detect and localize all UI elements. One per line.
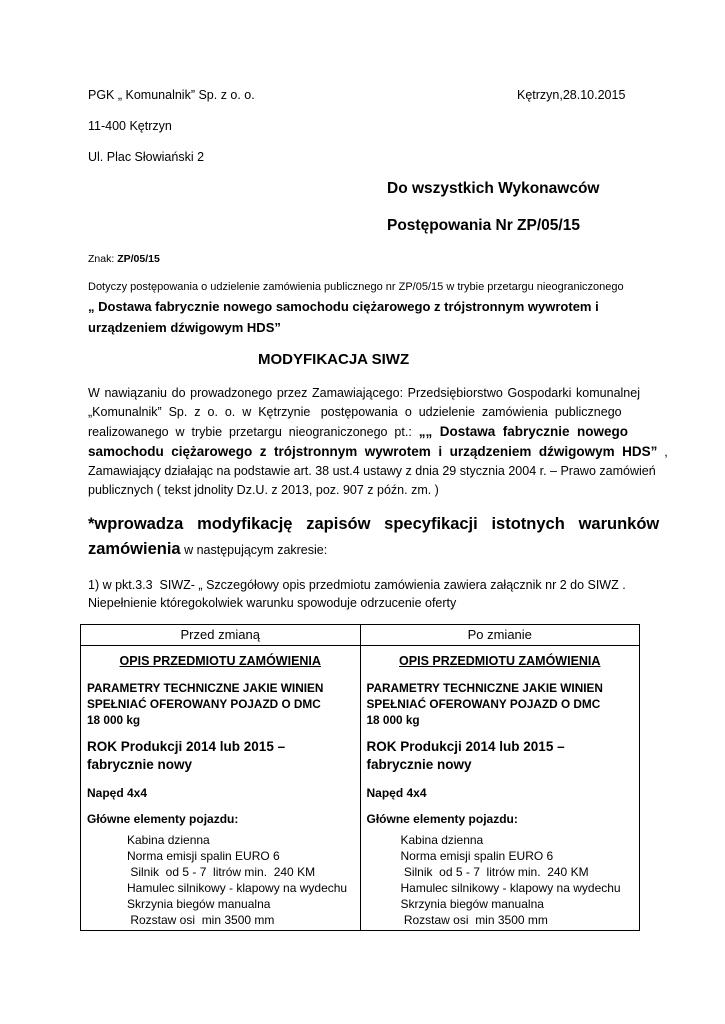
list-item: Skrzynia biegów manualna <box>127 897 271 911</box>
column-before <box>81 646 361 931</box>
glowne-before: Główne elementy pojazdu: <box>87 812 239 826</box>
body-line6: publicznych ( tekst jdnolity Dz.U. z 2013, poz. 907 z późn. zm. ) <box>88 483 439 497</box>
header-before: Przed zmianą <box>81 625 361 646</box>
param-after-line2: SPEŁNIAĆ OFEROWANY POJAZD O DMC <box>366 697 601 711</box>
column-after <box>360 646 640 931</box>
param-before <box>87 680 354 728</box>
naped-before: Napęd 4x4 <box>87 786 148 800</box>
list-item: Silnik od 5 - 7 litrów min. 240 KM <box>400 865 589 879</box>
list-item: Silnik od 5 - 7 litrów min. 240 KM <box>127 865 316 879</box>
list-item: Hamulec silnikowy - klapowy na wydechu <box>400 881 621 895</box>
opis-heading-before: OPIS PRZEDMIOTU ZAMÓWIENIA <box>119 654 321 668</box>
opis-heading-after: OPIS PRZEDMIOTU ZAMÓWIENIA <box>399 654 601 668</box>
point1-line1: 1) w pkt.3.3 SIWZ- „ Szczegółowy opis przedmiotu zamówienia zawiera załącznik nr 2 do SIWZ . <box>88 578 626 592</box>
list-item: Hamulec silnikowy - klapowy na wydechu <box>127 881 348 895</box>
body-line3a: realizowanego w trybie przetargu nieograniczonego pt.: <box>88 425 419 439</box>
list-item: Rozstaw osi min 3500 mm <box>127 913 275 927</box>
param-before-line3: 18 000 kg <box>87 713 141 727</box>
place-date: Kętrzyn,28.10.2015 <box>517 88 626 102</box>
street-address: Ul. Plac Słowiański 2 <box>88 150 205 164</box>
param-after-line1: PARAMETRY TECHNICZNE JAKIE WINIEN <box>366 681 603 695</box>
modification-line1: *wprowadza modyfikację zapisów specyfikacji istotnych warunków <box>88 515 660 533</box>
rok-after: ROK Produkcji 2014 lub 2015 – fabrycznie nowy <box>366 739 565 772</box>
glowne-after: Główne elementy pojazdu: <box>366 812 518 826</box>
addressee-line2: Postępowania Nr ZP/05/15 <box>387 217 580 234</box>
body-line4b: , <box>657 445 668 459</box>
header-after: Po zmianie <box>360 625 640 646</box>
elements-after <box>367 832 634 928</box>
body-line3b: „„ Dostawa fabrycznie nowego <box>418 424 629 439</box>
list-item: Norma emisji spalin EURO 6 <box>400 849 554 863</box>
elements-before <box>87 832 354 928</box>
modification-line2 <box>88 540 327 559</box>
table-header-row <box>81 625 640 646</box>
rok-before: ROK Produkcji 2014 lub 2015 – fabrycznie nowy <box>87 739 286 772</box>
modification-tail: w następującym zakresie: <box>180 543 328 557</box>
subject-intro: Dotyczy postępowania o udzielenie zamówienia publicznego nr ZP/05/15 w trybie przetargu nieograniczonego <box>88 281 624 293</box>
company-name: PGK „ Komunalnik” Sp. z o. o. <box>88 88 255 102</box>
reference <box>88 253 160 265</box>
param-after <box>367 680 634 728</box>
body-line2: „Komunalnik” Sp. z o. o. w Kętrzynie postępowania o udzielenie zamówienia publicznego <box>88 405 622 419</box>
table-content-row <box>81 646 640 931</box>
list-item: Norma emisji spalin EURO 6 <box>127 849 280 863</box>
naped-after: Napęd 4x4 <box>366 786 427 800</box>
list-item: Skrzynia biegów manualna <box>400 897 544 911</box>
body-line4 <box>88 442 668 462</box>
reference-value: ZP/05/15 <box>117 253 160 265</box>
addressee-line1: Do wszystkich Wykonawców <box>387 180 600 197</box>
param-before-line1: PARAMETRY TECHNICZNE JAKIE WINIEN <box>87 681 324 695</box>
list-item: Kabina dzienna <box>400 833 484 847</box>
body-line1: W nawiązaniu do prowadzonego przez Zamawiającego: Przedsiębiorstwo Gospodarki komunalnej <box>88 386 640 400</box>
body-paragraph <box>88 384 668 500</box>
reference-label: Znak: <box>88 253 118 265</box>
list-item: Rozstaw osi min 3500 mm <box>400 913 548 927</box>
document-heading: MODYFIKACJA SIWZ <box>258 351 410 368</box>
modification-word: zamówienia <box>88 540 181 558</box>
body-line3 <box>88 422 640 442</box>
param-before-line2: SPEŁNIAĆ OFEROWANY POJAZD O DMC <box>87 697 321 711</box>
subject-title-line1: „ Dostawa fabrycznie nowego samochodu ciężarowego z trójstronnym wywrotem i <box>88 299 599 314</box>
param-after-line3: 18 000 kg <box>366 713 420 727</box>
point1-line2: Niepełnienie któregokolwiek warunku spowoduje odrzucenie oferty <box>88 596 457 610</box>
comparison-table <box>80 624 640 931</box>
subject-title-line2: urządzeniem dźwigowym HDS” <box>88 320 281 335</box>
list-item: Kabina dzienna <box>127 833 210 847</box>
body-line5: Zamawiający działając na podstawie art. 38 ust.4 ustawy z dnia 29 stycznia 2004 r. – Prawo zamówień <box>88 464 656 478</box>
postal-city: 11-400 Kętrzyn <box>88 119 172 133</box>
body-line4a: samochodu ciężarowego z trójstronnym wywrotem i urządzeniem dźwigowym HDS” <box>88 444 658 459</box>
